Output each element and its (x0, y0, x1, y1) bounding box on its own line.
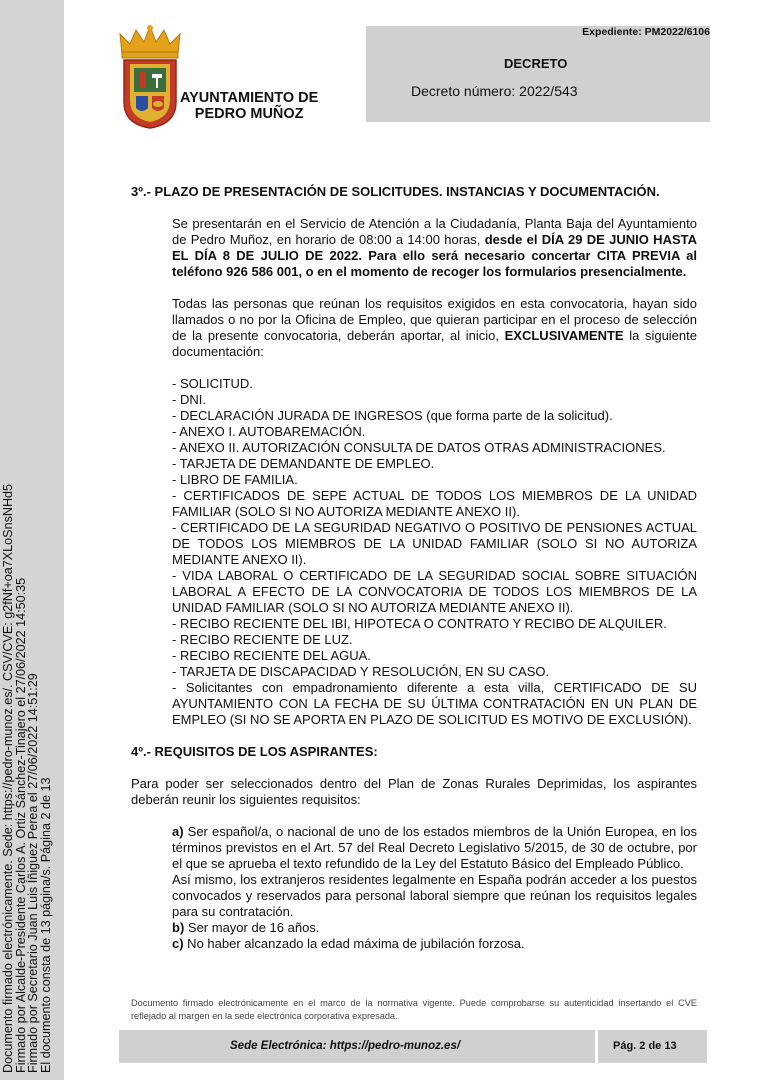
signature-line-4: El documento consta de 13 página/s. Página 2 de 13 (38, 777, 53, 1073)
list-item: - ANEXO II. AUTORIZACIÓN CONSULTA DE DATOS OTRAS ADMINISTRACIONES. (172, 440, 666, 455)
documents-list (172, 376, 697, 728)
requirement-c-text: No haber alcanzado la edad máxima de jubilación forzosa. (183, 936, 525, 951)
signature-line-2: Firmado por Alcalde-Presidente Carlos A. Ortiz Sánchez-Tinajero el 27/06/2022 14:50:35 (13, 577, 28, 1073)
paragraph-text: Se presentarán en el Servicio de Atención a la Ciudadanía, Planta Baja del Ayuntamiento de Pedro Muñoz, en horario de 08:00 a 14:00 horas, (172, 216, 697, 247)
page-number: Pág. 2 de 13 (613, 1040, 677, 1052)
requirement-c (172, 936, 697, 952)
requirement-b (172, 920, 697, 936)
section-3-paragraph-2 (172, 296, 697, 360)
paragraph-bold-text: EXCLUSIVAMENTE (504, 328, 624, 343)
signature-line-1: Documento firmado electrónicamente. Sede: https://pedro-munoz.es/. CSV/CVE: g2fNf+oa7XLoSnsNHd5 (1, 483, 15, 1073)
organization-line-2: PEDRO MUÑOZ (194, 106, 304, 122)
list-item: - DNI. (172, 392, 206, 407)
list-item: - SOLICITUD. (172, 376, 253, 391)
list-item: - RECIBO RECIENTE DEL AGUA. (172, 648, 371, 663)
document-type: DECRETO (504, 56, 568, 71)
list-item: - DECLARACIÓN JURADA DE INGRESOS (que forma parte de la solicitud). (172, 408, 613, 423)
section-3-paragraph-1 (172, 216, 697, 280)
signature-text (2, 453, 52, 1073)
requirement-a-label: a) (172, 824, 184, 839)
signature-sidebar (0, 0, 64, 1080)
requirement-b-label: b) (172, 920, 185, 935)
list-item: - LIBRO DE FAMILIA. (172, 472, 298, 487)
footer-sede-box (119, 1030, 595, 1063)
paragraph-text-end: la siguiente documentación: (172, 328, 697, 359)
sede-link[interactable]: Sede Electrónica: https://pedro-munoz.es/ (230, 1040, 461, 1052)
decree-header-box (366, 26, 710, 122)
list-item: - TARJETA DE DEMANDANTE DE EMPLEO. (172, 456, 435, 471)
list-item: - RECIBO RECIENTE DE LUZ. (172, 632, 353, 647)
paragraph-text: Todas las personas que reúnan los requisitos exigidos en esta convocatoria, hayan sido llamados o no por la Oficina de Empleo, que quieran participar en el proceso de selección de la presente convocatoria, deberán aportar, al inicio, (172, 296, 697, 343)
requirement-a-extra: Así mismo, los extranjeros residentes legalmente en España podrán acceder a los puestos convocados y reservados para personal laboral siempre que reúnan los requisitos legales para su contratación. (172, 872, 697, 919)
signature-line-3: Firmado por Secretario Juan Luis Íñiguez Perea el 27/06/2022 14:51:29 (26, 673, 41, 1073)
section-3-title: 3º.- PLAZO DE PRESENTACIÓN DE SOLICITUDES. INSTANCIAS Y DOCUMENTACIÓN. (131, 184, 660, 199)
list-item: - RECIBO RECIENTE DEL IBI, HIPOTECA O CONTRATO Y RECIBO DE ALQUILER. (172, 616, 667, 631)
paragraph-bold-text: desde el DÍA 29 DE JUNIO HASTA EL DÍA 8 DE JULIO DE 2022. Para ello será necesario concertar CITA PREVIA al teléfono 926 586 001, o en el momento de recoger los formularios presencialmente. (172, 232, 697, 279)
requirements-list (172, 824, 697, 952)
section-4-title: 4º.- REQUISITOS DE LOS ASPIRANTES: (131, 744, 378, 759)
document-body (131, 184, 697, 952)
authenticity-note: Documento firmado electrónicamente en el marco de la normativa vigente. Puede comprobarse su autenticidad insertando el CVE reflejado al margen en la sede electrónica corporativa expresada. (131, 998, 697, 1021)
list-item: - CERTIFICADO DE LA SEGURIDAD NEGATIVO O POSITIVO DE PENSIONES ACTUAL DE TODOS LOS MIEMBROS DE LA UNIDAD FAMILIAR (SOLO SI NO AUTORIZA MEDIANTE ANEXO II). (172, 520, 697, 567)
footer-page-box (598, 1030, 707, 1063)
decree-number: Decreto número: 2022/543 (411, 83, 578, 99)
coat-of-arms-logo (118, 24, 182, 130)
list-item: - Solicitantes con empadronamiento diferente a esta villa, CERTIFICADO DE SU AYUNTAMIENTO CON LA FECHA DE SU ÚLTIMA CONTRATACIÓN EN UN PLAN DE EMPLEO (SI NO SE APORTA EN PLAZO DE SOLICITUD ES MOTIVO DE EXCLUSIÓN). (172, 680, 697, 727)
requirement-b-text: Ser mayor de 16 años. (184, 920, 320, 935)
organization-name (180, 90, 318, 122)
expediente-number: Expediente: PM2022/6106 (582, 26, 710, 38)
page-footer (119, 1030, 707, 1063)
list-item: - TARJETA DE DISCAPACIDAD Y RESOLUCIÓN, EN SU CASO. (172, 664, 550, 679)
list-item: - VIDA LABORAL O CERTIFICADO DE LA SEGURIDAD SOCIAL SOBRE SITUACIÓN LABORAL A EFECTO DE LA CONVOCATORIA DE TODOS LOS MIEMBROS DE LA UNIDAD FAMILIAR (SOLO SI NO AUTORIZA MEDIANTE ANEXO II). (172, 568, 697, 615)
list-item: - ANEXO I. AUTOBAREMACIÓN. (172, 424, 366, 439)
section-4-intro: Para poder ser seleccionados dentro del Plan de Zonas Rurales Deprimidas, los aspirantes deberán reunir los siguientes requisitos: (131, 776, 697, 807)
requirement-a-text: Ser español/a, o nacional de uno de los estados miembros de la Unión Europea, en los términos previstos en el Art. 57 del Real Decreto Legislativo 5/2015, de 30 de octubre, por el que se aprueba el texto refundido de la Ley del Estatuto Básico del Empleado Público. (172, 824, 697, 871)
list-item: - CERTIFICADOS DE SEPE ACTUAL DE TODOS LOS MIEMBROS DE LA UNIDAD FAMILIAR (SOLO SI NO AUTORIZA MEDIANTE ANEXO II). (172, 488, 697, 519)
requirement-c-label: c) (172, 936, 184, 951)
organization-line-1: AYUNTAMIENTO DE (180, 90, 319, 106)
requirement-a (172, 824, 697, 872)
